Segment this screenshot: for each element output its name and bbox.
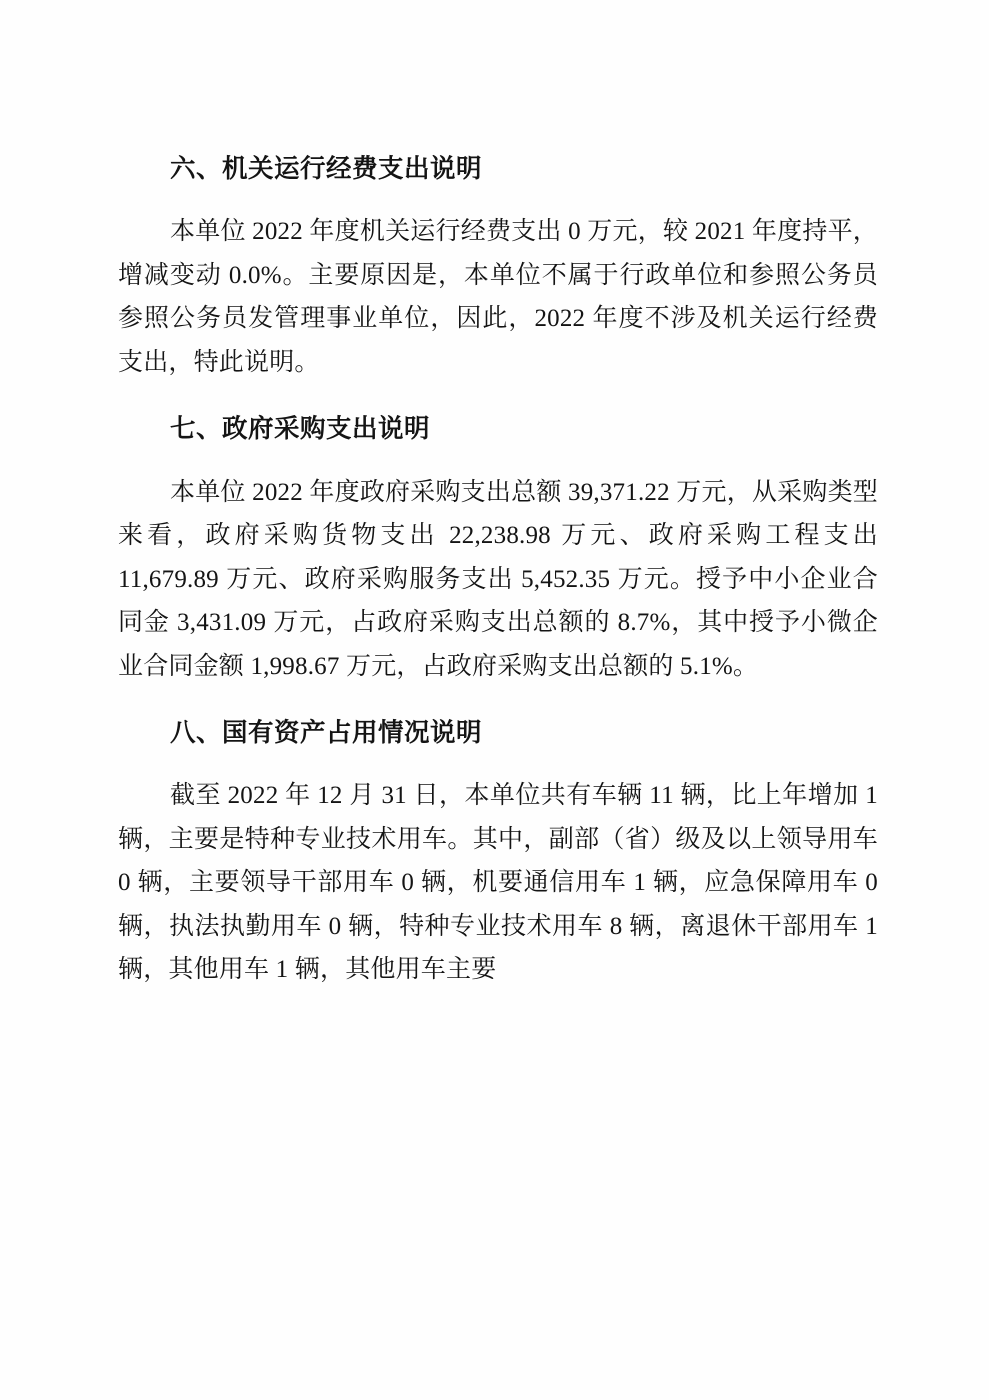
spacer [118, 449, 878, 471]
section-heading-seven: 七、政府采购支出说明 [170, 414, 431, 445]
section-eight-paragraph: 截至 2022 年 12 月 31 日，本单位共有车辆 11 辆，比上年增加 1 辆，主要是特种专业技术用车。其中，副部（省）级及以上领导用车 0 辆，主要领导干部用车 0 辆，机要通信用车 1 辆，应急保障用车 0 辆，执法执勤用车 0 辆，特种专业技术用车 8 辆，离退休干部用车 1 辆，其他用车 1 辆，其他用车主要 [118, 782, 878, 984]
spacer [118, 688, 878, 714]
section-heading-eight: 八、国有资产占用情况说明 [170, 718, 483, 748]
spacer [118, 384, 878, 410]
section-heading-six: 六、机关运行经费支出说明 [170, 154, 483, 184]
section-six-paragraph: 本单位 2022 年度机关运行经费支出 0 万元，较 2021 年度持平，增减变动 0.0%。主要原因是，本单位不属于行政单位和参照公务员参照公务员发管理事业单位，因此，2022 年度不涉及机关运行经费支出，特此说明。 [118, 218, 878, 376]
spacer [118, 188, 878, 210]
document-body [118, 150, 878, 992]
section-seven-paragraph: 本单位 2022 年度政府采购支出总额 39,371.22 万元，从采购类型来看，政府采购货物支出 22,238.98 万元、政府采购工程支出 11,679.89 万元、政府采购服务支出 5,452.35 万元。授予中小企业合同金 3,431.09 万元，占政府采购支出总额的 8.7%，其中授予小微企业合同金额 1,998.67 万元，占政府采购支出总额的 5.1%。 [118, 478, 878, 680]
spacer [118, 752, 878, 774]
